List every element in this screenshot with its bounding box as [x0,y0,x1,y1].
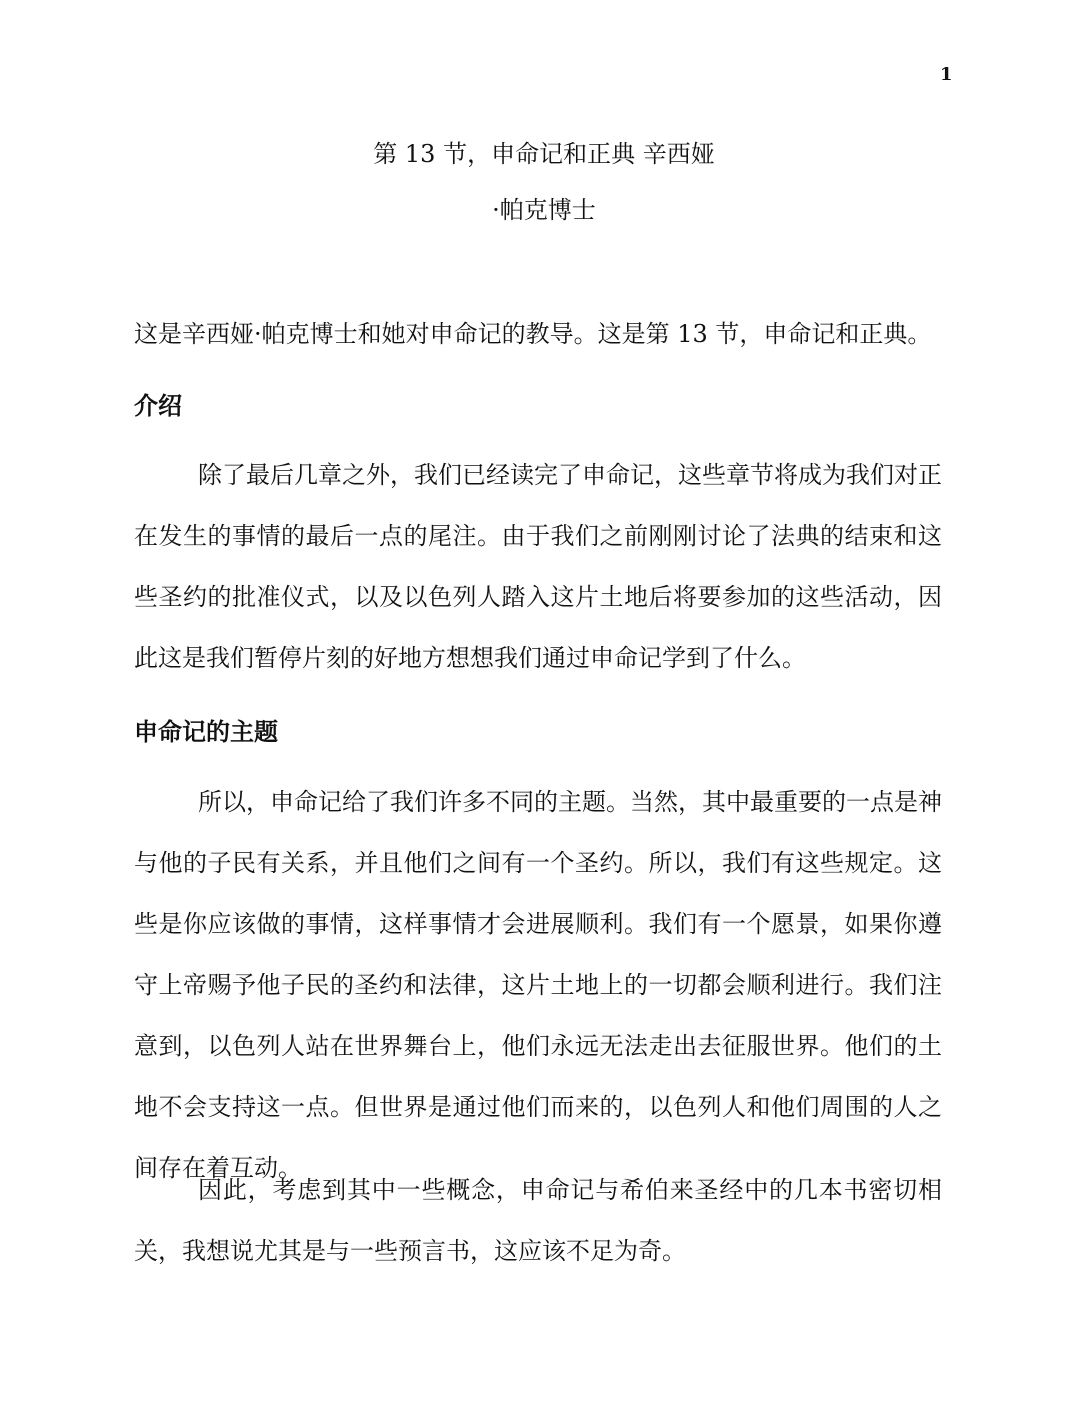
document-title-author: ·帕克博士 [492,196,596,224]
document-title: 第 13 节，申命记和正典 辛西娅 [373,140,715,168]
section-heading-introduction: 介绍 [134,391,182,420]
intro-line: 这是辛西娅·帕克博士和她对申命记的教导。这是第 13 节，申命记和正典。 [134,320,932,348]
page-number: 1 [940,64,953,85]
section-heading-themes: 申命记的主题 [134,717,278,746]
paragraph-themes-1: 所以，申命记给了我们许多不同的主题。当然，其中最重要的一点是神与他的子民有关系，并且他们之间有一个圣约。所以，我们有这些规定。这些是你应该做的事情，这样事情才会进展顺利。我们有一个愿景，如果你遵守上帝赐予他子民的圣约和法律，这片土地上的一切都会顺利进行。我们注意到，以色列人站在世界舞台上，他们永远无法走出去征服世界。他们的土地不会支持这一点。但世界是通过他们而来的，以色列人和他们周围的人之间存在着互动。 [134,788,942,1182]
paragraph-themes-2: 因此，考虑到其中一些概念，申命记与希伯来圣经中的几本书密切相关，我想说尤其是与一些预言书，这应该不足为奇。 [134,1176,942,1265]
paragraph-introduction: 除了最后几章之外，我们已经读完了申命记，这些章节将成为我们对正在发生的事情的最后一点的尾注。由于我们之前刚刚讨论了法典的结束和这些圣约的批准仪式，以及以色列人踏入这片土地后将要参加的这些活动，因此这是我们暂停片刻的好地方想想我们通过申命记学到了什么。 [134,461,942,672]
